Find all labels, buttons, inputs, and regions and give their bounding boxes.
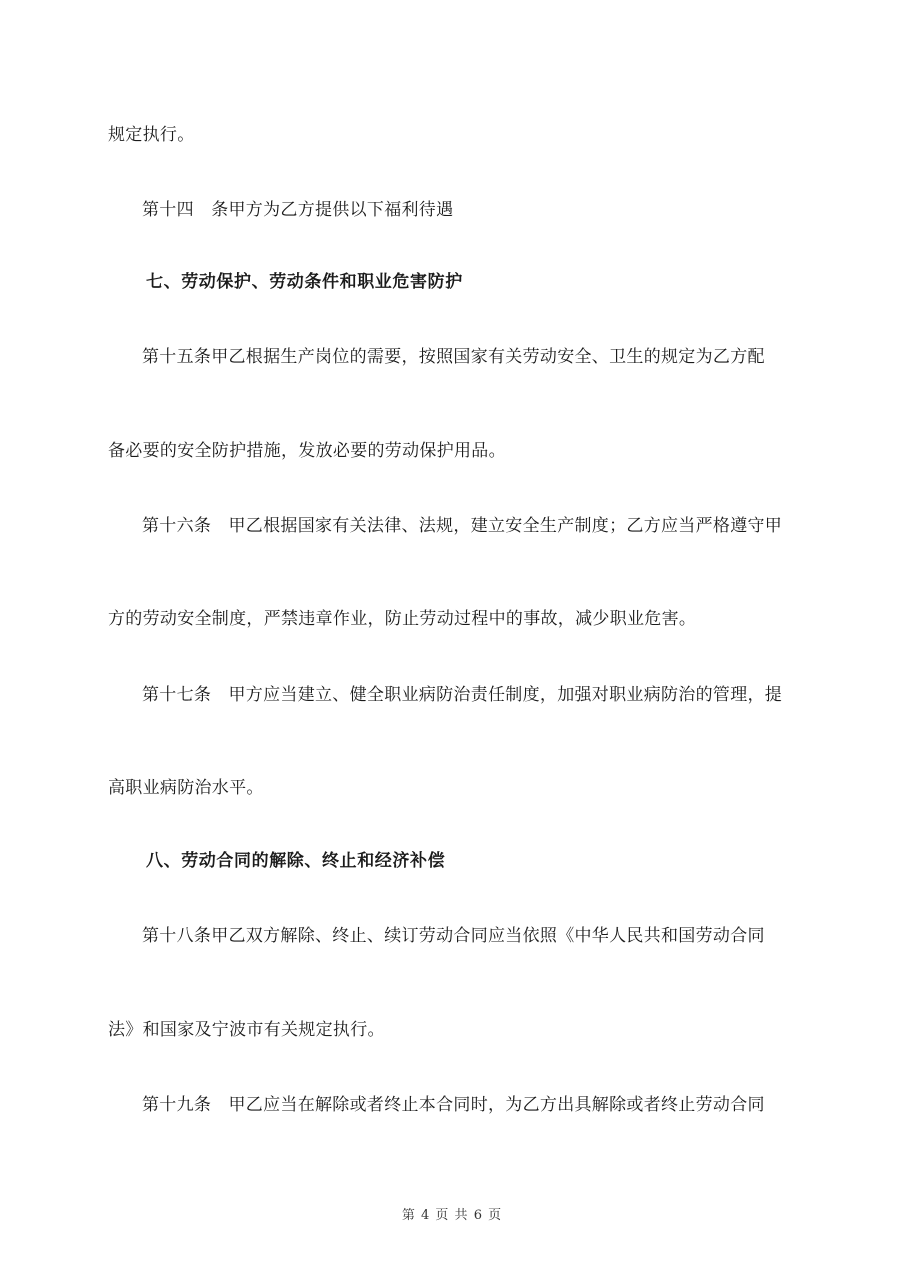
article-17-line-2: 高职业病防治水平。 <box>108 778 264 798</box>
article-16-line-2: 方的劳动安全制度，严禁违章作业，防止劳动过程中的事故，减少职业危害。 <box>108 609 697 629</box>
article-19-line-1: 第十九条 甲乙应当在解除或者终止本合同时，为乙方出具解除或者终止劳动合同 <box>142 1095 765 1115</box>
paragraph-continuation: 规定执行。 <box>108 125 195 145</box>
section-heading-8: 八、劳动合同的解除、终止和经济补偿 <box>146 851 446 871</box>
article-14: 第十四 条甲方为乙方提供以下福利待遇 <box>142 200 454 220</box>
article-15-line-1: 第十五条甲乙根据生产岗位的需要，按照国家有关劳动安全、卫生的规定为乙方配 <box>142 347 765 367</box>
article-18-line-2: 法》和国家及宁波市有关规定执行。 <box>108 1020 385 1040</box>
article-17-line-1: 第十七条 甲方应当建立、健全职业病防治责任制度，加强对职业病防治的管理，提 <box>142 685 783 705</box>
article-16-line-1: 第十六条 甲乙根据国家有关法律、法规，建立安全生产制度；乙方应当严格遵守甲 <box>142 516 783 536</box>
article-15-line-2: 备必要的安全防护措施，发放必要的劳动保护用品。 <box>108 441 506 461</box>
article-18-line-1: 第十八条甲乙双方解除、终止、续订劳动合同应当依照《中华人民共和国劳动合同 <box>142 926 765 946</box>
section-heading-7: 七、劳动保护、劳动条件和职业危害防护 <box>146 272 463 292</box>
page-number-footer: 第 4 页 共 6 页 <box>401 1208 503 1223</box>
